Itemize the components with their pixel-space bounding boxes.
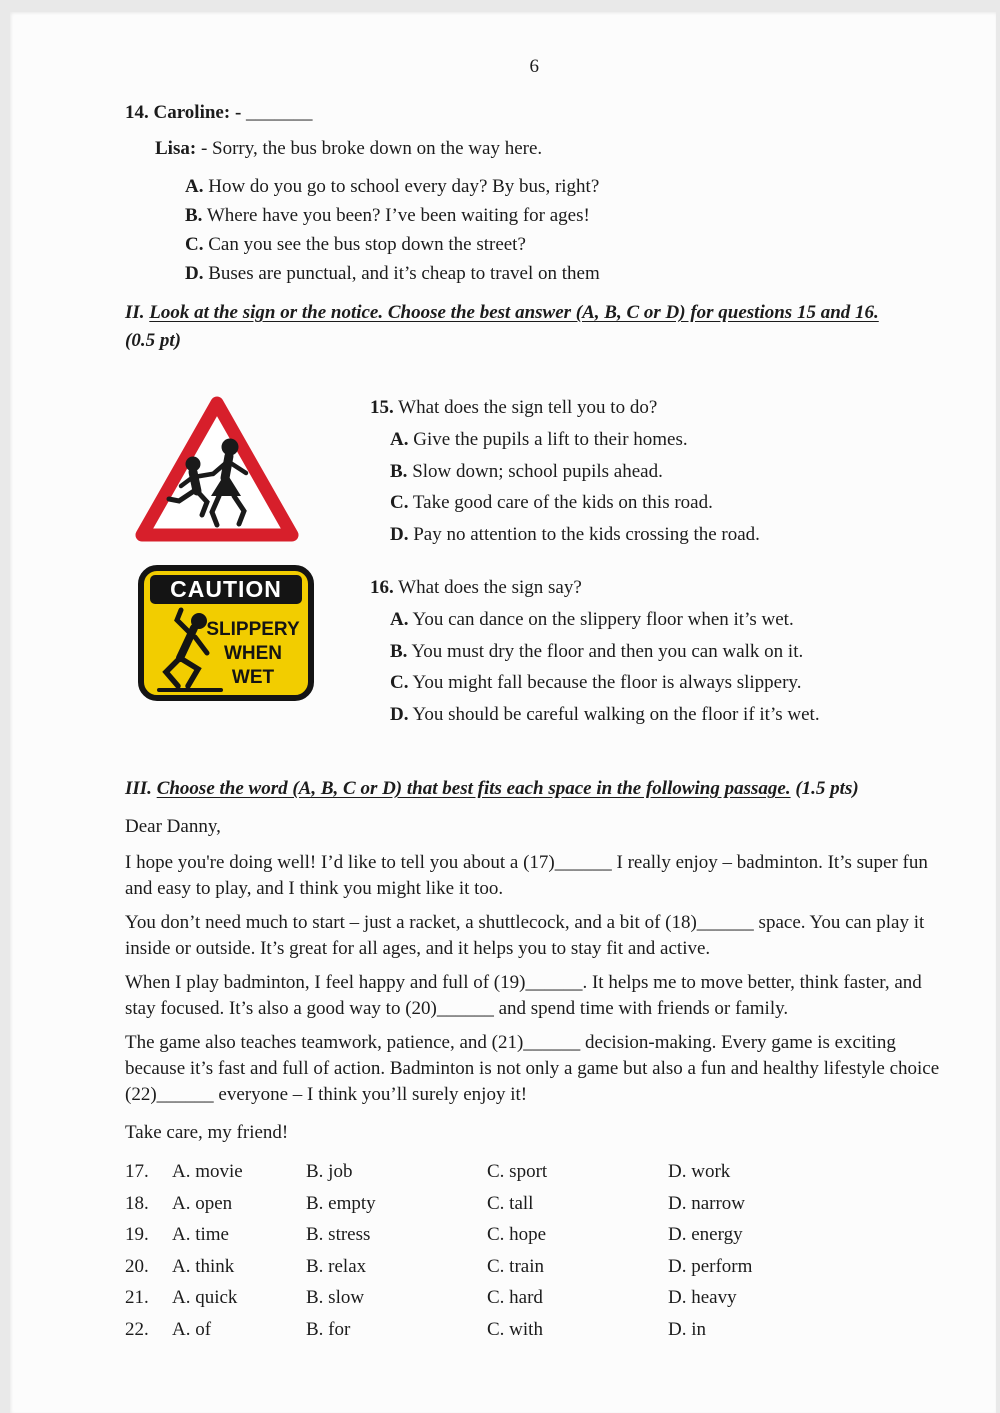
passage-paragraph-3: When I play badminton, I feel happy and full of (19)______. It helps me to move better, think faster, and stay focused. It’s also a good way to (20)______ and spend time with friends or family. [125, 972, 922, 1019]
question-14-prompt: 14. Caroline: - _______ [125, 102, 313, 123]
section-2-body [125, 390, 944, 752]
choice-d: D. energy [668, 1224, 743, 1245]
choice-c: C. sport [487, 1161, 548, 1182]
choice-a: A. open [172, 1192, 233, 1214]
option-b: B. You must dry the floor and then you can walk on it. [390, 640, 804, 662]
passage-salutation: Dear Danny, [125, 816, 221, 837]
option-b: B. Slow down; school pupils ahead. [390, 460, 663, 482]
choice-a: A. quick [172, 1287, 238, 1308]
question-15 [370, 392, 944, 550]
option-c: C. Can you see the bus stop down the street? [185, 234, 526, 255]
choice-b: B. job [306, 1161, 353, 1182]
section-2-title: Look at the sign or the notice. Choose the best answer (A, B, C or D) for questions 15 and 16. [149, 302, 879, 323]
choice-d: D. heavy [668, 1287, 737, 1308]
row-number: 17. [125, 1161, 149, 1182]
speaker-lisa: Lisa: [155, 138, 197, 159]
section-2-points: (0.5 pt) [125, 330, 181, 351]
choice-c: C. with [487, 1318, 543, 1340]
speaker-caroline: Caroline: [153, 102, 231, 123]
choice-b: B. for [306, 1318, 351, 1340]
choice-b: B. relax [306, 1255, 367, 1277]
page-content [10, 12, 996, 1413]
row-number: 20. [125, 1255, 149, 1277]
choice-d: D. in [668, 1318, 706, 1340]
school-children-crossing-sign-icon [131, 390, 303, 548]
choice-b: B. empty [306, 1192, 376, 1214]
option-b: B. Where have you been? I’ve been waiting for ages! [185, 205, 590, 226]
caution-sign-line1: SLIPPERY [206, 619, 300, 640]
cloze-options-table [125, 1156, 944, 1345]
choice-d: D. perform [668, 1255, 753, 1277]
caution-slippery-when-wet-sign-icon [137, 564, 315, 702]
choice-a: A. time [172, 1224, 229, 1245]
caution-sign-line3: WET [231, 667, 275, 688]
question-15-title: 15. What does the sign tell you to do? [370, 397, 658, 418]
option-a: A. You can dance on the slippery floor when it’s wet. [390, 609, 794, 630]
passage-paragraph-4: The game also teaches teamwork, patience, and (21)______ decision-making. Every game is exciting because it’s fast and full of action. Badminton is not only a game but also a fun and healthy lifestyle choice (22)______ everyone – I think you’ll surely enjoy it! [125, 1032, 940, 1105]
choice-c: C. hope [487, 1224, 547, 1245]
exam-page [10, 12, 996, 1413]
passage-paragraph-2: You don’t need much to start – just a racket, a shuttlecock, and a bit of (18)______ space. You can play it inside or outside. It’s great for all ages, and it helps you to stay fit and active. [125, 912, 925, 959]
section-2-numeral: II. [125, 302, 145, 323]
caution-sign-line2: WHEN [223, 643, 283, 664]
section-3-points: (1.5 pts) [795, 778, 859, 799]
row-number: 22. [125, 1318, 149, 1340]
section-3-heading [125, 778, 944, 800]
question-14-number: 14. [125, 102, 149, 123]
choice-a: A. of [172, 1318, 212, 1340]
choice-b: B. stress [306, 1224, 371, 1245]
section-3-numeral: III. [125, 778, 152, 799]
page-number: 6 [529, 56, 540, 77]
choice-b: B. slow [306, 1287, 365, 1308]
passage-paragraph-1: I hope you're doing well! I’d like to tell you about a (17)______ I really enjoy – badminton. It’s super fun and easy to play, and I think you might like it too. [125, 852, 928, 899]
caution-sign-header: CAUTION [170, 576, 282, 602]
row-number: 21. [125, 1287, 149, 1308]
option-a: A. How do you go to school every day? By bus, right? [185, 176, 600, 197]
question-16-title: 16. What does the sign say? [370, 577, 582, 598]
section-3-title: Choose the word (A, B, C or D) that best fits each space in the following passage. [156, 778, 791, 799]
question-16 [370, 572, 944, 730]
section-2-heading [125, 302, 944, 352]
option-d: D. Pay no attention to the kids crossing the road. [390, 523, 760, 545]
speaker-lisa-line: Lisa: - Sorry, the bus broke down on the way here. [155, 138, 543, 159]
passage-closing: Take care, my friend! [125, 1122, 289, 1143]
option-d: D. You should be careful walking on the floor if it’s wet. [390, 703, 820, 725]
option-c: C. Take good care of the kids on this road. [390, 492, 713, 513]
questions-column [370, 390, 944, 752]
choice-c: C. tall [487, 1192, 534, 1214]
cloze-passage [125, 812, 944, 1148]
question-14-options [185, 172, 944, 288]
option-a: A. Give the pupils a lift to their homes. [390, 429, 688, 450]
answer-blank: _______ [246, 102, 313, 123]
choice-d: D. work [668, 1161, 731, 1182]
row-number: 18. [125, 1192, 149, 1214]
choice-c: C. hard [487, 1287, 543, 1308]
signs-column [125, 390, 370, 752]
choice-c: C. train [487, 1255, 544, 1277]
option-c: C. You might fall because the floor is always slippery. [390, 672, 802, 693]
question-14 [125, 102, 944, 288]
row-number: 19. [125, 1224, 149, 1245]
choice-d: D. narrow [668, 1192, 746, 1214]
choice-a: A. movie [172, 1161, 243, 1182]
option-d: D. Buses are punctual, and it’s cheap to travel on them [185, 263, 600, 284]
choice-a: A. think [172, 1255, 235, 1277]
